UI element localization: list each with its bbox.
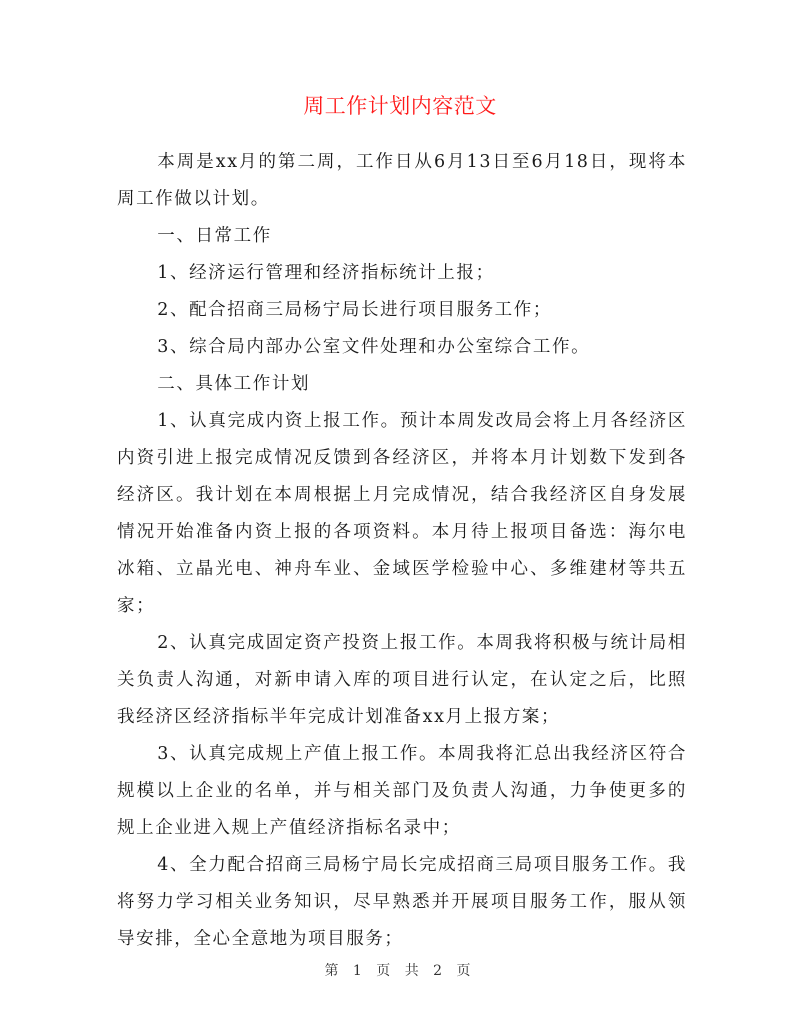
document-body <box>117 144 687 958</box>
page-number: 第 1 页 共 2 页 <box>324 963 476 979</box>
plan-item-4: 4、全力配合招商三局杨宁局长完成招商三局项目服务工作。我将努力学习相关业务知识，尽早熟悉并开展项目服务工作，服从领导安排，全心全意地为项目服务； <box>117 855 687 949</box>
section-heading-daily-work: 一、日常工作 <box>157 226 272 246</box>
plan-item-1: 1、认真完成内资上报工作。预计本周发改局会将上月各经济区内资引进上报完成情况反馈到各经济区，并将本月计划数下发到各经济区。我计划在本周根据上月完成情况，结合我经济区自身发展情况开始准备内资上报的各项资料。本月待上报项目备选：海尔电冰箱、立晶光电、神舟车业、金域医学检验中心、多维建材等共五家； <box>117 411 687 616</box>
daily-item-1: 1、经济运行管理和经济指标统计上报； <box>157 263 495 283</box>
section-heading-specific-plan: 二、具体工作计划 <box>157 374 311 394</box>
daily-item-3: 3、综合局内部办公室文件处理和办公室综合工作。 <box>157 337 591 357</box>
document-title: 周工作计划内容范文 <box>303 94 497 118</box>
daily-item-2: 2、配合招商三局杨宁局长进行项目服务工作； <box>157 300 552 320</box>
intro-paragraph: 本周是xx月的第二周，工作日从6月13日至6月18日，现将本周工作做以计划。 <box>117 152 687 209</box>
plan-item-3: 3、认真完成规上产值上报工作。本周我将汇总出我经济区符合规模以上企业的名单，并与相关部门及负责人沟通，力争使更多的规上企业进入规上产值经济指标名录中； <box>117 744 687 838</box>
plan-item-2: 2、认真完成固定资产投资上报工作。本周我将积极与统计局相关负责人沟通，对新申请入库的项目进行认定，在认定之后，比照我经济区经济指标半年完成计划准备xx月上报方案； <box>117 633 687 727</box>
